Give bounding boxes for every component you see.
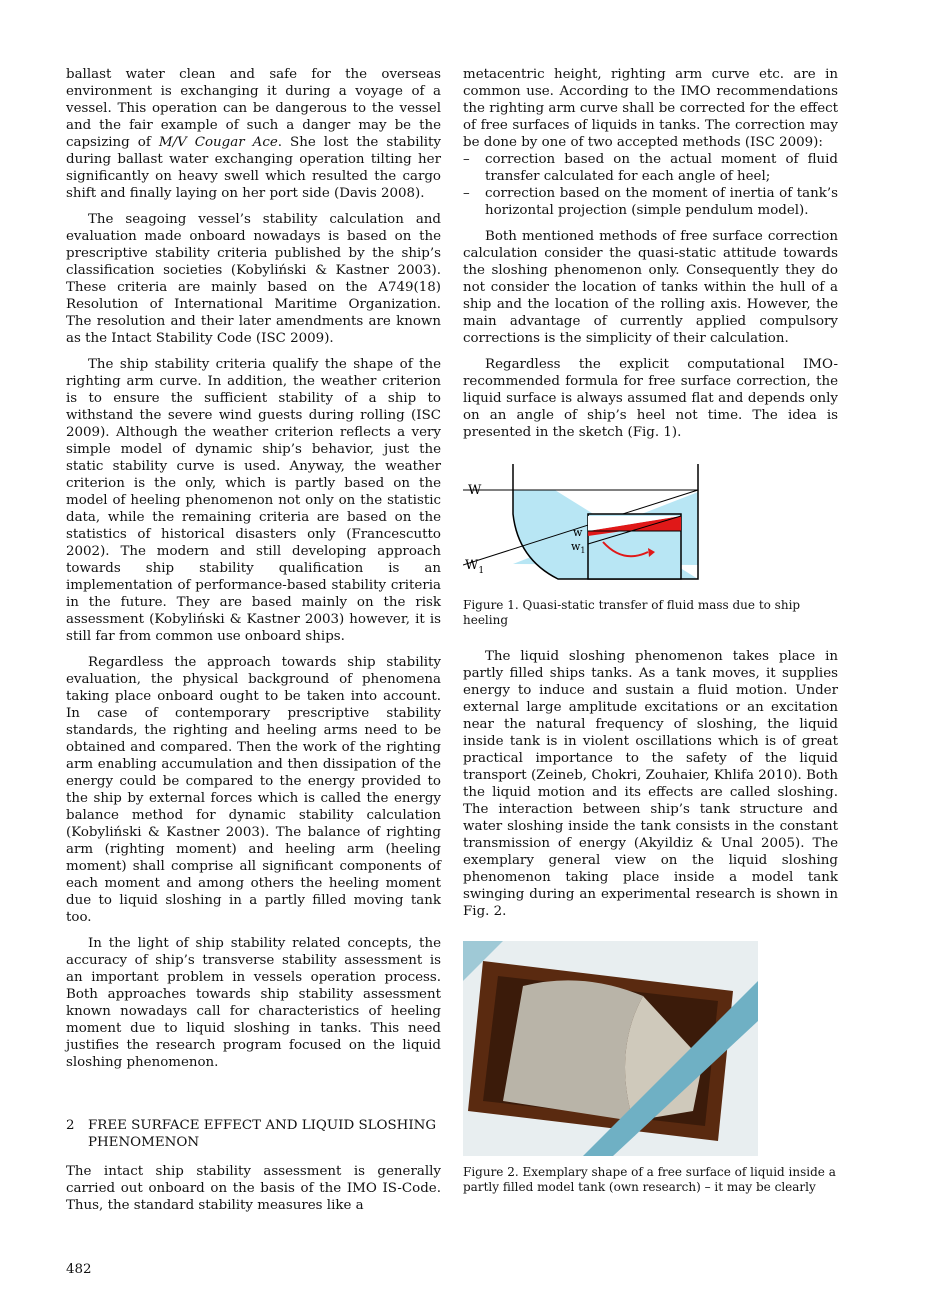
figure-2-caption: Figure 2. Exemplary shape of a free surface of liquid inside a partly filled model tank (own research) – it may be clearly xyxy=(463,1165,836,1194)
paragraph: In the light of ship stability related concepts, the accuracy of ship’s transverse stability assessment is an important problem in vessels operation process. Both approaches towards ship stability assessment known nowadays call for characteristics of heeling moment due to liquid sloshing in tanks. This need justifies the research program focused on the liquid sloshing phenomenon. xyxy=(66,936,441,1070)
paragraph: The intact ship stability assessment is generally carried out onboard on the basis of the IMO IS-Code. Thus, the standard stability measures like a xyxy=(66,1164,441,1213)
paragraph: metacentric height, righting arm curve etc. are in common use. According to the IMO recommendations the righting arm curve shall be corrected for the effect of free surfaces of liquids in tanks. The correction may be done by one of two accepted methods (ISC 2009): xyxy=(463,67,838,150)
figure-1-sketch xyxy=(463,464,703,589)
label-W1: $W_1$ xyxy=(465,558,485,576)
paragraph: Both mentioned methods of free surface correction calculation consider the quasi-static attitude towards the sloshing phenomenon only. Consequently they do not consider the location of tanks within the hull of a ship and the location of the rolling axis. However, the main advantage of currently applied compulsory corrections is the simplicity of their calculation. xyxy=(463,229,838,346)
section-title: FREE SURFACE EFFECT AND LIQUID SLOSHING PHENOMENON xyxy=(88,1118,437,1150)
page-number: 482 xyxy=(66,1262,92,1277)
paragraph: Regardless the approach towards ship stability evaluation, the physical background of phenomena taking place onboard ought to be taken into account. In case of contemporary prescriptive stability standards, the righting and heeling arms need to be obtained and compared. Then the work of the righting arm enabling accumulation and then dissipation of the energy could be compared to the energy provided to the ship by external forces which is called the energy balance method for dynamic stability calculation (Kobyliński & Kastner 2003). The balance of righting arm (righting moment) and heeling arm (heeling moment) shall comprise all significant components of each moment and among others the heeling moment due to liquid sloshing in a partly filled moving tank too. xyxy=(66,655,441,925)
paragraph: Regardless the explicit computational IMO-recommended formula for free surface correction, the liquid surface is always assumed flat and depends only on an angle of ship’s heel not time. The idea is presented in the sketch (Fig. 1). xyxy=(463,357,838,440)
figure-2-photo xyxy=(463,941,758,1156)
paragraph: The liquid sloshing phenomenon takes place in partly filled ships tanks. As a tank moves, it supplies energy to induce and sustain a fluid motion. Under external large amplitude excitations or an excitation near the natural frequency of sloshing, the liquid inside tank is in violent oscillations which is of great practical importance to the safety of the liquid transport (Zeineb, Chokri, Zouhaier, Khlifa 2010). Both the liquid motion and its effects are called sloshing. The interaction between ship’s tank structure and water sloshing inside the tank consists in the constant transmission of energy (Akyildiz & Unal 2005). The exemplary general view on the liquid sloshing phenomenon taking place inside a model tank swinging during an experimental research is shown in Fig. 2. xyxy=(463,649,838,919)
label-W: W xyxy=(468,483,482,498)
right-column xyxy=(463,66,838,1215)
figure-1-caption: Figure 1. Quasi-static transfer of fluid mass due to ship heeling xyxy=(463,598,801,627)
list-item: – correction based on the actual moment of fluid transfer calculated for each angle of heel; xyxy=(463,152,838,184)
label-w: w xyxy=(573,526,583,539)
left-column xyxy=(66,66,441,1223)
section-heading xyxy=(66,1117,441,1151)
liquid-surface xyxy=(503,980,643,1121)
list-item: – correction based on the moment of inertia of tank’s horizontal projection (simple pendulum model). xyxy=(463,186,838,218)
section-number: 2 xyxy=(66,1118,75,1133)
bullet-dash: – xyxy=(463,186,470,201)
bullet-dash: – xyxy=(463,152,470,167)
paragraph: The ship stability criteria qualify the shape of the righting arm curve. In addition, the weather criterion is to ensure the sufficient stability of a ship to withstand the severe wind guests during rolling (ISC 2009). Although the weather criterion reflects a very simple model of dynamic ship’s behavior, just the static stability curve is used. Anyway, the weather criterion is the only, which is partly based on the model of heeling phenomenon not only on the statistic data, while the remaining criteria are based on the statistics of historical disasters only (Francescutto 2002). The modern and still developing approach towards ship stability qualification is an implementation of performance-based stability criteria in the future. They are based mainly on the risk assessment (Kobyliński & Kastner 2003) however, it is still far from common use onboard ships. xyxy=(66,357,441,644)
paragraph: The seagoing vessel’s stability calculation and evaluation made onboard nowadays is based on the prescriptive stability criteria published by the ship’s classification societies (Kobyliński & Kastner 2003). These criteria are mainly based on the A749(18) Resolution of International Maritime Organization. The resolution and their later amendments are known as the Intact Stability Code (ISC 2009). xyxy=(66,212,441,346)
ship-name: M/V Cougar Ace xyxy=(158,135,278,150)
label-w1: $w_1$ xyxy=(571,540,586,555)
paragraph: ballast water clean and safe for the overseas environment is exchanging it during a voyage of a vessel. This operation can be dangerous to the vessel and the fair example of such a danger may be the capsizing of M/V Cougar Ace. She lost the stability during ballast water exchanging operation tilting her significantly on heavy swell which resulted the cargo shift and finally laying on her port side (Davis 2008). xyxy=(66,67,441,201)
